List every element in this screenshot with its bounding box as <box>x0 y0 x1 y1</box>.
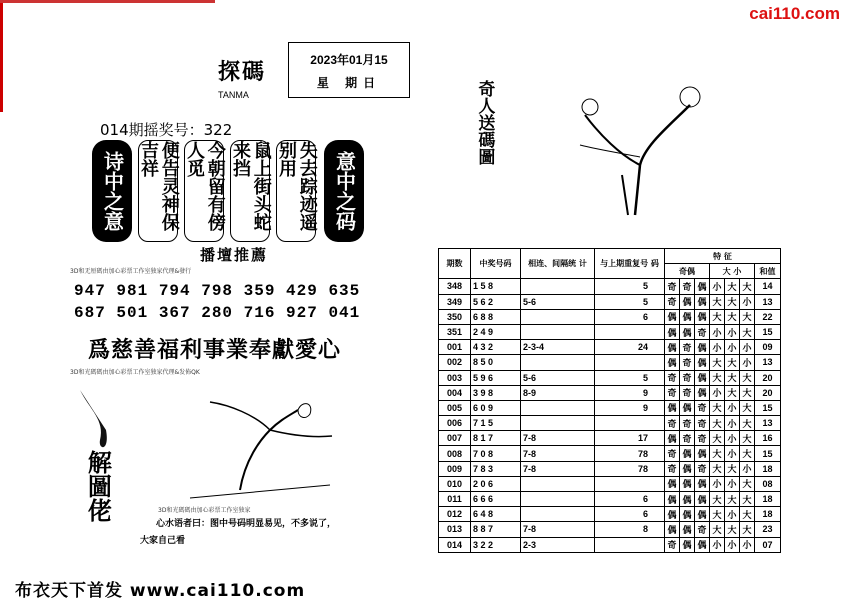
table-cell: 奇 <box>665 446 680 461</box>
table-cell: 20 <box>755 385 781 400</box>
table-cell: 6 6 6 <box>471 492 521 507</box>
qiren-illustration <box>540 75 720 225</box>
fine-print: 3D和无厘碼由加心彩票工作室独家代理&發行 <box>70 268 192 275</box>
table-cell <box>595 355 665 370</box>
table-cell: 350 <box>439 309 471 324</box>
table-cell: 13 <box>755 416 781 431</box>
table-cell: 2 0 6 <box>471 476 521 491</box>
table-cell <box>521 492 595 507</box>
poem-line: 失去踪迹遥别用 <box>276 140 316 242</box>
table-cell: 偶 <box>695 492 710 507</box>
table-cell: 15 <box>755 400 781 415</box>
tree-branch <box>580 145 640 157</box>
tree-root <box>622 175 628 215</box>
table-cell: 大 <box>710 446 725 461</box>
table-cell: 07 <box>755 537 781 552</box>
table-cell: 3 9 8 <box>471 385 521 400</box>
table-cell: 大 <box>740 309 755 324</box>
table-cell <box>521 400 595 415</box>
table-cell: 15 <box>755 446 781 461</box>
table-cell: 偶 <box>680 324 695 339</box>
period-draw-number: 014期摇奖号：322 <box>100 121 233 139</box>
col-size: 大 小 <box>710 264 755 279</box>
table-row <box>439 416 781 431</box>
top-border <box>0 0 215 10</box>
table-cell: 奇 <box>695 324 710 339</box>
table-cell: 偶 <box>680 461 695 476</box>
flower <box>680 87 700 107</box>
table-cell: 小 <box>740 461 755 476</box>
table-cell: 奇 <box>695 461 710 476</box>
table-cell: 偶 <box>695 279 710 294</box>
table-cell: 小 <box>710 537 725 552</box>
table-cell: 奇 <box>665 537 680 552</box>
table-cell: 8 1 7 <box>471 431 521 446</box>
tree-branch <box>210 402 270 430</box>
table-cell: 5 <box>595 294 665 309</box>
table-cell: 8-9 <box>521 385 595 400</box>
table-cell: 奇 <box>695 522 710 537</box>
table-cell: 小 <box>725 400 740 415</box>
table-cell: 004 <box>439 385 471 400</box>
table-cell: 小 <box>710 340 725 355</box>
table-cell: 13 <box>755 294 781 309</box>
col-repeat: 与上期重复号 码 <box>595 249 665 279</box>
table-cell: 78 <box>595 446 665 461</box>
table-row <box>439 355 781 370</box>
table-cell: 1 5 8 <box>471 279 521 294</box>
table-cell: 偶 <box>695 446 710 461</box>
table-cell: 大 <box>710 400 725 415</box>
table-cell: 偶 <box>680 309 695 324</box>
table-cell: 2-3-4 <box>521 340 595 355</box>
table-cell: 003 <box>439 370 471 385</box>
table-cell: 大 <box>740 492 755 507</box>
table-cell: 大 <box>740 431 755 446</box>
table-cell: 大 <box>740 507 755 522</box>
table-cell: 6 4 8 <box>471 507 521 522</box>
table-cell: 小 <box>740 294 755 309</box>
table-cell: 9 <box>595 400 665 415</box>
table-cell: 5 <box>595 370 665 385</box>
table-cell: 5 9 6 <box>471 370 521 385</box>
table-cell: 小 <box>710 476 725 491</box>
table-cell: 大 <box>710 522 725 537</box>
weekday-text: 星 期日 <box>316 76 382 90</box>
table-cell: 小 <box>725 340 740 355</box>
col-adjacent: 相连、间隔统 计 <box>521 249 595 279</box>
tree-trunk <box>240 410 298 490</box>
table-cell: 349 <box>439 294 471 309</box>
table-cell: 7-8 <box>521 522 595 537</box>
tanma-title: 探碼 <box>218 60 267 85</box>
table-cell: 7 1 5 <box>471 416 521 431</box>
table-cell: 小 <box>740 537 755 552</box>
table-cell: 小 <box>710 324 725 339</box>
table-cell: 大 <box>725 370 740 385</box>
table-cell: 大 <box>740 370 755 385</box>
table-cell: 大 <box>725 309 740 324</box>
table-cell: 小 <box>725 537 740 552</box>
table-cell: 大 <box>740 416 755 431</box>
footer-banner: 布衣天下首发 www.cai110.com <box>15 581 306 601</box>
table-cell: 17 <box>595 431 665 446</box>
poem-right-title: 意中之码 <box>324 140 364 242</box>
table-cell: 大 <box>710 492 725 507</box>
tree-illustration <box>70 380 390 510</box>
table-cell: 偶 <box>695 370 710 385</box>
table-row <box>439 507 781 522</box>
table-row <box>439 400 781 415</box>
table-cell <box>521 324 595 339</box>
slogan: 爲慈善福利事業奉獻愛心 <box>88 337 342 363</box>
table-cell: 偶 <box>695 507 710 522</box>
table-cell: 偶 <box>695 355 710 370</box>
history-table <box>438 248 781 553</box>
portrait-silhouette <box>80 390 107 447</box>
table-cell <box>595 537 665 552</box>
table-cell: 6 <box>595 507 665 522</box>
table-cell: 偶 <box>680 476 695 491</box>
table-cell: 5 6 2 <box>471 294 521 309</box>
leaf <box>298 404 311 418</box>
table-cell: 大 <box>740 522 755 537</box>
ground-line <box>190 485 330 498</box>
table-cell: 006 <box>439 416 471 431</box>
table-cell: 348 <box>439 279 471 294</box>
table-cell: 大 <box>740 385 755 400</box>
table-cell: 偶 <box>665 400 680 415</box>
table-cell: 小 <box>725 507 740 522</box>
table-cell: 大 <box>725 385 740 400</box>
table-cell: 偶 <box>680 400 695 415</box>
table-cell: 大 <box>710 461 725 476</box>
table-cell: 大 <box>725 522 740 537</box>
table-row <box>439 446 781 461</box>
tanma-subtitle: TANMA <box>218 90 249 100</box>
table-cell: 偶 <box>665 309 680 324</box>
table-cell: 7 8 3 <box>471 461 521 476</box>
table-cell: 奇 <box>695 416 710 431</box>
table-cell: 4 3 2 <box>471 340 521 355</box>
table-cell: 013 <box>439 522 471 537</box>
table-cell: 奇 <box>665 370 680 385</box>
table-cell: 2 4 9 <box>471 324 521 339</box>
table-cell: 001 <box>439 340 471 355</box>
table-cell: 小 <box>725 416 740 431</box>
table-cell: 偶 <box>680 446 695 461</box>
table-cell: 大 <box>740 476 755 491</box>
table-cell: 奇 <box>665 279 680 294</box>
table-cell: 奇 <box>680 385 695 400</box>
table-row <box>439 537 781 552</box>
table-cell: 偶 <box>680 492 695 507</box>
table-cell: 大 <box>725 294 740 309</box>
table-cell: 20 <box>755 370 781 385</box>
table-cell <box>521 416 595 431</box>
table-cell: 09 <box>755 340 781 355</box>
table-cell: 7-8 <box>521 461 595 476</box>
table-cell <box>521 279 595 294</box>
table-cell: 14 <box>755 279 781 294</box>
table-cell: 偶 <box>665 340 680 355</box>
col-period: 期数 <box>439 249 471 279</box>
table-cell: 78 <box>595 461 665 476</box>
table-cell: 012 <box>439 507 471 522</box>
table-cell: 大 <box>740 324 755 339</box>
date-text: 2023年01月15 <box>310 53 388 67</box>
tree-branch <box>585 115 640 165</box>
table-cell: 15 <box>755 324 781 339</box>
date-box <box>288 42 410 98</box>
site-logo[interactable]: cai110.com <box>749 4 840 23</box>
table-cell: 大 <box>710 431 725 446</box>
table-row <box>439 461 781 476</box>
table-cell: 偶 <box>695 537 710 552</box>
table-cell: 偶 <box>680 507 695 522</box>
table-cell: 18 <box>755 507 781 522</box>
col-oddeven: 奇偶 <box>665 264 710 279</box>
table-cell <box>521 476 595 491</box>
table-cell: 奇 <box>680 416 695 431</box>
table-cell: 23 <box>755 522 781 537</box>
table-cell <box>521 309 595 324</box>
table-cell: 奇 <box>680 355 695 370</box>
table-cell: 8 5 0 <box>471 355 521 370</box>
table-cell: 6 <box>595 492 665 507</box>
table-cell: 大 <box>740 400 755 415</box>
table-cell: 偶 <box>695 385 710 400</box>
poem-line: 今朝留有傍人觅 <box>184 140 224 242</box>
table-cell: 大 <box>710 294 725 309</box>
table-cell: 奇 <box>665 385 680 400</box>
table-row <box>439 522 781 537</box>
table-cell: 奇 <box>695 431 710 446</box>
table-cell: 奇 <box>665 294 680 309</box>
flower <box>582 99 598 115</box>
poem-left-title: 诗中之意 <box>92 140 132 242</box>
tree-branch <box>270 430 332 437</box>
table-cell: 偶 <box>665 522 680 537</box>
table-cell: 7-8 <box>521 431 595 446</box>
number-row: 947 981 794 798 359 429 635 <box>74 282 361 300</box>
hint-line: 大家自己看 <box>140 536 186 546</box>
table-cell: 3 2 2 <box>471 537 521 552</box>
table-cell: 偶 <box>695 340 710 355</box>
table-cell: 大 <box>725 492 740 507</box>
table-row <box>439 309 781 324</box>
table-cell: 奇 <box>680 340 695 355</box>
table-cell: 小 <box>710 385 725 400</box>
table-cell: 小 <box>710 279 725 294</box>
hint-line: 心水语者曰：图中号码明显易见，不多说了， <box>156 519 337 529</box>
table-cell: 大 <box>710 507 725 522</box>
col-sum: 和值 <box>755 264 781 279</box>
table-row <box>439 279 781 294</box>
table-cell: 小 <box>725 431 740 446</box>
col-feature: 特 征 <box>665 249 781 264</box>
table-cell: 偶 <box>695 476 710 491</box>
table-cell: 小 <box>725 446 740 461</box>
table-cell: 大 <box>725 355 740 370</box>
table-row <box>439 340 781 355</box>
table-cell: 大 <box>710 309 725 324</box>
table-cell: 小 <box>725 324 740 339</box>
table-cell: 奇 <box>665 416 680 431</box>
table-cell <box>595 324 665 339</box>
table-cell: 5-6 <box>521 294 595 309</box>
table-cell: 011 <box>439 492 471 507</box>
table-cell: 7-8 <box>521 446 595 461</box>
table-body <box>439 279 781 552</box>
table-cell: 6 0 9 <box>471 400 521 415</box>
poem-line: 鼠上街头蛇来挡 <box>230 140 270 242</box>
poem-line: 便告灵神保吉祥 <box>138 140 178 242</box>
table-cell: 010 <box>439 476 471 491</box>
table-cell: 大 <box>710 355 725 370</box>
table-cell: 大 <box>725 461 740 476</box>
table-cell: 偶 <box>665 476 680 491</box>
table-cell: 大 <box>725 279 740 294</box>
table-cell: 7 0 8 <box>471 446 521 461</box>
table-cell: 002 <box>439 355 471 370</box>
table-cell: 偶 <box>695 294 710 309</box>
table-cell <box>521 355 595 370</box>
table-cell: 18 <box>755 492 781 507</box>
table-cell: 奇 <box>665 461 680 476</box>
table-cell: 奇 <box>680 370 695 385</box>
table-cell <box>595 476 665 491</box>
bobao-heading: 播壇推薦 <box>200 246 269 264</box>
table-cell <box>521 507 595 522</box>
table-cell: 9 <box>595 385 665 400</box>
table-cell: 008 <box>439 446 471 461</box>
table-cell: 2-3 <box>521 537 595 552</box>
table-cell: 13 <box>755 355 781 370</box>
tree-trunk <box>635 105 690 215</box>
table-cell: 偶 <box>680 522 695 537</box>
table-cell: 奇 <box>680 431 695 446</box>
table-cell: 22 <box>755 309 781 324</box>
table-cell: 007 <box>439 431 471 446</box>
table-cell: 351 <box>439 324 471 339</box>
table-cell: 08 <box>755 476 781 491</box>
table-row <box>439 385 781 400</box>
table-cell: 小 <box>740 340 755 355</box>
table-row <box>439 324 781 339</box>
table-cell: 5-6 <box>521 370 595 385</box>
qiren-title: 奇人送碼圖 <box>474 80 495 165</box>
table-cell: 小 <box>725 476 740 491</box>
table-cell: 偶 <box>695 309 710 324</box>
table-cell: 偶 <box>680 537 695 552</box>
red-margin-line <box>0 0 3 112</box>
table-cell: 偶 <box>665 324 680 339</box>
fine-print: 3D和光碼碼由加心彩票工作室独家代理&发佈QK <box>70 369 200 376</box>
table-cell: 8 8 7 <box>471 522 521 537</box>
table-cell <box>595 416 665 431</box>
table-header-row <box>439 249 781 264</box>
table-row <box>439 476 781 491</box>
table-cell: 005 <box>439 400 471 415</box>
table-cell: 24 <box>595 340 665 355</box>
table-cell: 6 <box>595 309 665 324</box>
table-cell: 014 <box>439 537 471 552</box>
col-winning: 中奖号码 <box>471 249 521 279</box>
fine-print: 3D和光碼碼由加心彩票工作室独家 <box>158 507 251 514</box>
table-cell: 6 8 8 <box>471 309 521 324</box>
table-cell: 009 <box>439 461 471 476</box>
table-cell: 大 <box>740 446 755 461</box>
table-cell: 偶 <box>665 431 680 446</box>
table-cell: 18 <box>755 461 781 476</box>
table-cell: 小 <box>740 355 755 370</box>
table-cell: 8 <box>595 522 665 537</box>
table-cell: 偶 <box>665 507 680 522</box>
table-cell: 大 <box>710 416 725 431</box>
table-cell: 大 <box>710 370 725 385</box>
table-row <box>439 431 781 446</box>
table-row <box>439 492 781 507</box>
number-row: 687 501 367 280 716 927 041 <box>74 304 361 322</box>
table-cell: 大 <box>740 279 755 294</box>
table-cell: 奇 <box>680 279 695 294</box>
table-cell: 5 <box>595 279 665 294</box>
table-row <box>439 370 781 385</box>
table-cell: 偶 <box>680 294 695 309</box>
table-cell: 偶 <box>665 355 680 370</box>
table-cell: 奇 <box>695 400 710 415</box>
table-cell: 偶 <box>665 492 680 507</box>
table-cell: 16 <box>755 431 781 446</box>
jietu-label: 解圖佬 <box>83 450 112 522</box>
table-row <box>439 294 781 309</box>
